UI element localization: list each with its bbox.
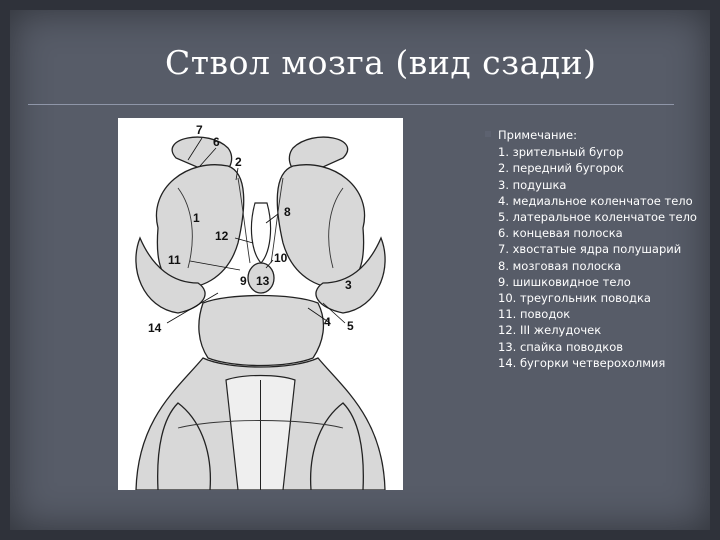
legend-item: 8. мозговая полоска [498,258,622,273]
legend-item: 14. бугорки четверохолмия [498,355,666,370]
label-8: 8 [284,205,291,219]
brainstem-illustration [118,118,403,490]
label-4: 4 [324,315,331,329]
label-7: 7 [196,123,203,137]
slide-title: Ствол мозга (вид сзади) [165,43,597,82]
label-1: 1 [193,211,200,225]
legend-item: 1. зрительный бугор [498,145,624,160]
legend-item: 9. шишковидное тело [498,274,631,289]
label-5: 5 [347,319,354,333]
label-2: 2 [235,155,242,169]
label-10: 10 [274,251,288,265]
label-9: 9 [240,274,247,288]
legend-item: 11. поводок [498,307,571,322]
legend-list [498,144,708,371]
legend-item: 3. подушка [498,177,567,192]
title-divider [28,104,674,105]
label-3: 3 [345,278,352,292]
notes-panel [498,127,708,371]
legend-item: 6. концевая полоска [498,226,623,241]
bullet-marker [485,131,491,137]
legend-item: 2. передний бугорок [498,161,624,176]
label-13: 13 [256,274,270,288]
legend-item: 7. хвостатые ядра полушарий [498,242,682,257]
notes-heading: Примечание: [498,128,577,142]
third-ventricle [251,203,270,263]
label-12: 12 [215,229,229,243]
legend-item: 4. медиальное коленчатое тело [498,193,693,208]
legend-item: 5. латеральное коленчатое тело [498,210,697,225]
legend-item: 13. спайка поводков [498,339,624,354]
label-14: 14 [148,321,162,335]
left-thalamus [156,165,243,288]
label-6: 6 [213,135,220,149]
legend-item: 10. треугольник поводка [498,291,651,306]
quadrigeminal-plate [199,296,324,366]
label-11: 11 [168,253,181,267]
legend-item: 12. III желудочек [498,323,602,338]
right-thalamus [277,165,364,288]
brainstem-drawing [118,118,403,490]
